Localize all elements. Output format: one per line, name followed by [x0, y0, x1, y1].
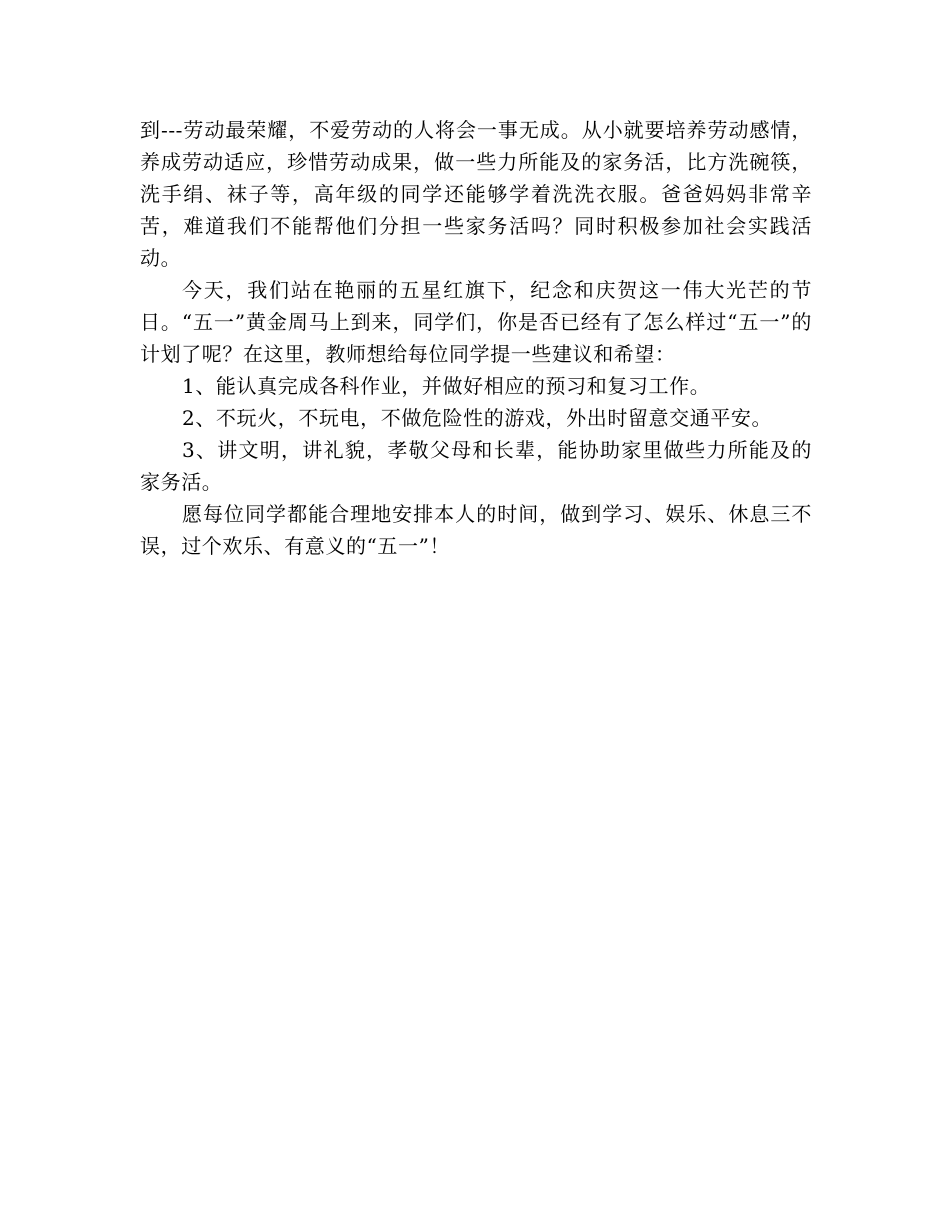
list-item-manners: 3、讲文明，讲礼貌，孝敬父母和长辈，能协助家里做些力所能及的家务活。: [140, 438, 812, 494]
list-item-safety: 2、不玩火，不玩电，不做危险性的游戏，外出时留意交通平安。: [182, 406, 773, 430]
paragraph-closing: 愿每位同学都能合理地安排本人的时间，做到学习、娱乐、休息三不误，过个欢乐、有意义的“五一”！: [140, 502, 812, 558]
paragraph-holiday-intro: 今天，我们站在艳丽的五星红旗下，纪念和庆贺这一伟大光芒的节日。“五一”黄金周马上到来，同学们，你是否已经有了怎么样过“五一”的计划了呢？在这里，教师想给每位同学提一些建议和希望：: [140, 278, 812, 366]
paragraph-continuation: 到---劳动最荣耀，不爱劳动的人将会一事无成。从小就要培养劳动感情，养成劳动适应，珍惜劳动成果，做一些力所能及的家务活，比方洗碗筷，洗手绢、袜子等，高年级的同学还能够学着洗洗衣服。爸爸妈妈非常辛苦，难道我们不能帮他们分担一些家务活吗？同时积极参加社会实践活动。: [140, 118, 812, 270]
list-item-homework: 1、能认真完成各科作业，并做好相应的预习和复习工作。: [182, 374, 711, 398]
document-body: [140, 114, 812, 562]
